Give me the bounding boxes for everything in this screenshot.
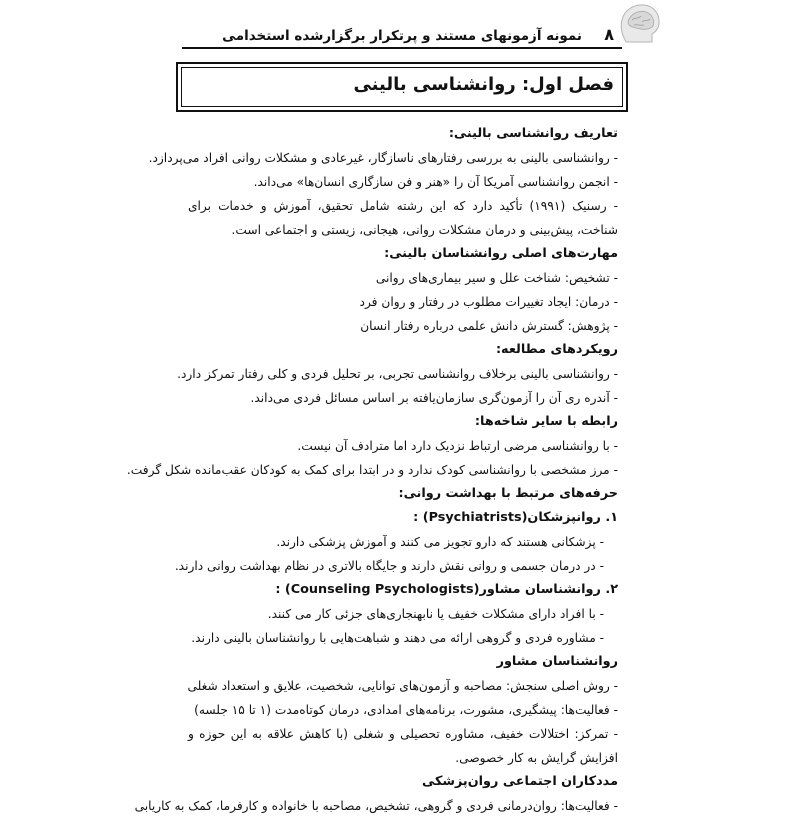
chapter-title: فصل اول: روانشناسی بالینی: [353, 74, 614, 95]
main-content: [126, 122, 618, 818]
header-rule: [182, 47, 622, 49]
subsection-heading: ۱. روانپزشکان(Psychiatrists) :: [413, 510, 618, 525]
bullet-line: - درمان: ایجاد تغییرات مطلوب در رفتار و روان فرد: [359, 295, 618, 309]
bullet-line: - آندره ری آن را آزمون‌گری سازمان‌یافته بر اساس مسائل فردی می‌داند.: [250, 391, 618, 405]
bullet-line: - مشاوره فردی و گروهی ارائه می دهند و شباهت‌هایی با روانشناسان بالینی دارند.: [191, 631, 604, 645]
head-brain-icon: [612, 0, 664, 44]
bullet-line: - با افراد دارای مشکلات خفیف یا نابهنجاری‌های جزئی کار می کنند.: [267, 607, 604, 621]
bullet-line: - روانشناسی بالینی به بررسی رفتارهای ناسازگار، غیرعادی و مشکلات روانی افراد می‌پردازد.: [148, 151, 618, 165]
section-heading: رابطه با سایر شاخه‌ها:: [474, 414, 618, 429]
section-heading: رویکردهای مطالعه:: [495, 342, 618, 357]
section-heading: مددکاران اجتماعی روان‌پزشکی: [422, 774, 618, 789]
bullet-paragraph: - تمرکز: اختلالات خفیف، مشاوره تحصیلی و شغلی (با کاهش علاقه به این حوزه و افزایش گرایش به کار خصوصی.: [188, 727, 618, 765]
bullet-line: - تشخیص: شناخت علل و سیر بیماری‌های روانی: [375, 271, 618, 285]
bullet-line: - فعالیت‌ها: روان‌درمانی فردی و گروهی، تشخیص، مصاحبه با خانواده و کارفرما، کمک به کاریابی: [134, 799, 618, 813]
bullet-line: - پژوهش: گسترش دانش علمی درباره رفتار انسان: [360, 319, 618, 333]
bullet-line: - مرز مشخصی با روانشناسی کودک ندارد و در ابتدا برای کمک به کودکان عقب‌مانده شکل گرفت.: [126, 463, 618, 477]
bullet-line: - انجمن روانشناسی آمریکا آن را «هنر و فن سازگاری انسان‌ها» می‌داند.: [253, 175, 618, 189]
bullet-line: - در درمان جسمی و روانی نقش دارند و جایگاه بالاتری در نظام بهداشت روانی دارند.: [174, 559, 604, 573]
bullet-line: - روانشناسی بالینی برخلاف روانشناسی تجربی، بر تحلیل فردی و کلی رفتار تمرکز دارد.: [177, 367, 618, 381]
bullet-line: - فعالیت‌ها: پیشگیری، مشورت، برنامه‌های امدادی، درمان کوتاه‌مدت (۱ تا ۱۵ جلسه): [194, 703, 618, 717]
chapter-title-box: [176, 62, 628, 112]
bullet-paragraph: - رسنیک (۱۹۹۱) تأکید دارد که این رشته شامل تحقیق، آموزش و خدمات برای شناخت، پیش‌بینی و درمان مشکلات روانی، هیجانی، زیستی و اجتماعی است.: [188, 199, 618, 237]
bullet-line: - پزشکانی هستند که دارو تجویز می کنند و آموزش پزشکی دارند.: [276, 535, 604, 549]
section-heading: روانشناسان مشاور: [496, 654, 618, 669]
bullet-line: - با روانشناسی مرضی ارتباط نزدیک دارد اما مترادف آن نیست.: [297, 439, 618, 453]
section-heading: حرفه‌های مرتبط با بهداشت روانی:: [398, 486, 618, 501]
bullet-line: - روش اصلی سنجش: مصاحبه و آزمون‌های توانایی، شخصیت، علایق و استعداد شغلی: [187, 679, 618, 693]
section-heading: تعاریف روانشناسی بالینی:: [448, 126, 618, 141]
subsection-heading: ۲. روانشناسان مشاور(Counseling Psychologists) :: [275, 582, 618, 597]
header-title: نمونه آزمونهای مستند و پرتکرار برگزارشده استخدامی: [222, 28, 582, 44]
section-heading: مهارت‌های اصلی روانشناسان بالینی:: [384, 246, 618, 261]
page-header: [182, 16, 622, 48]
page-number: ۸: [604, 25, 614, 44]
